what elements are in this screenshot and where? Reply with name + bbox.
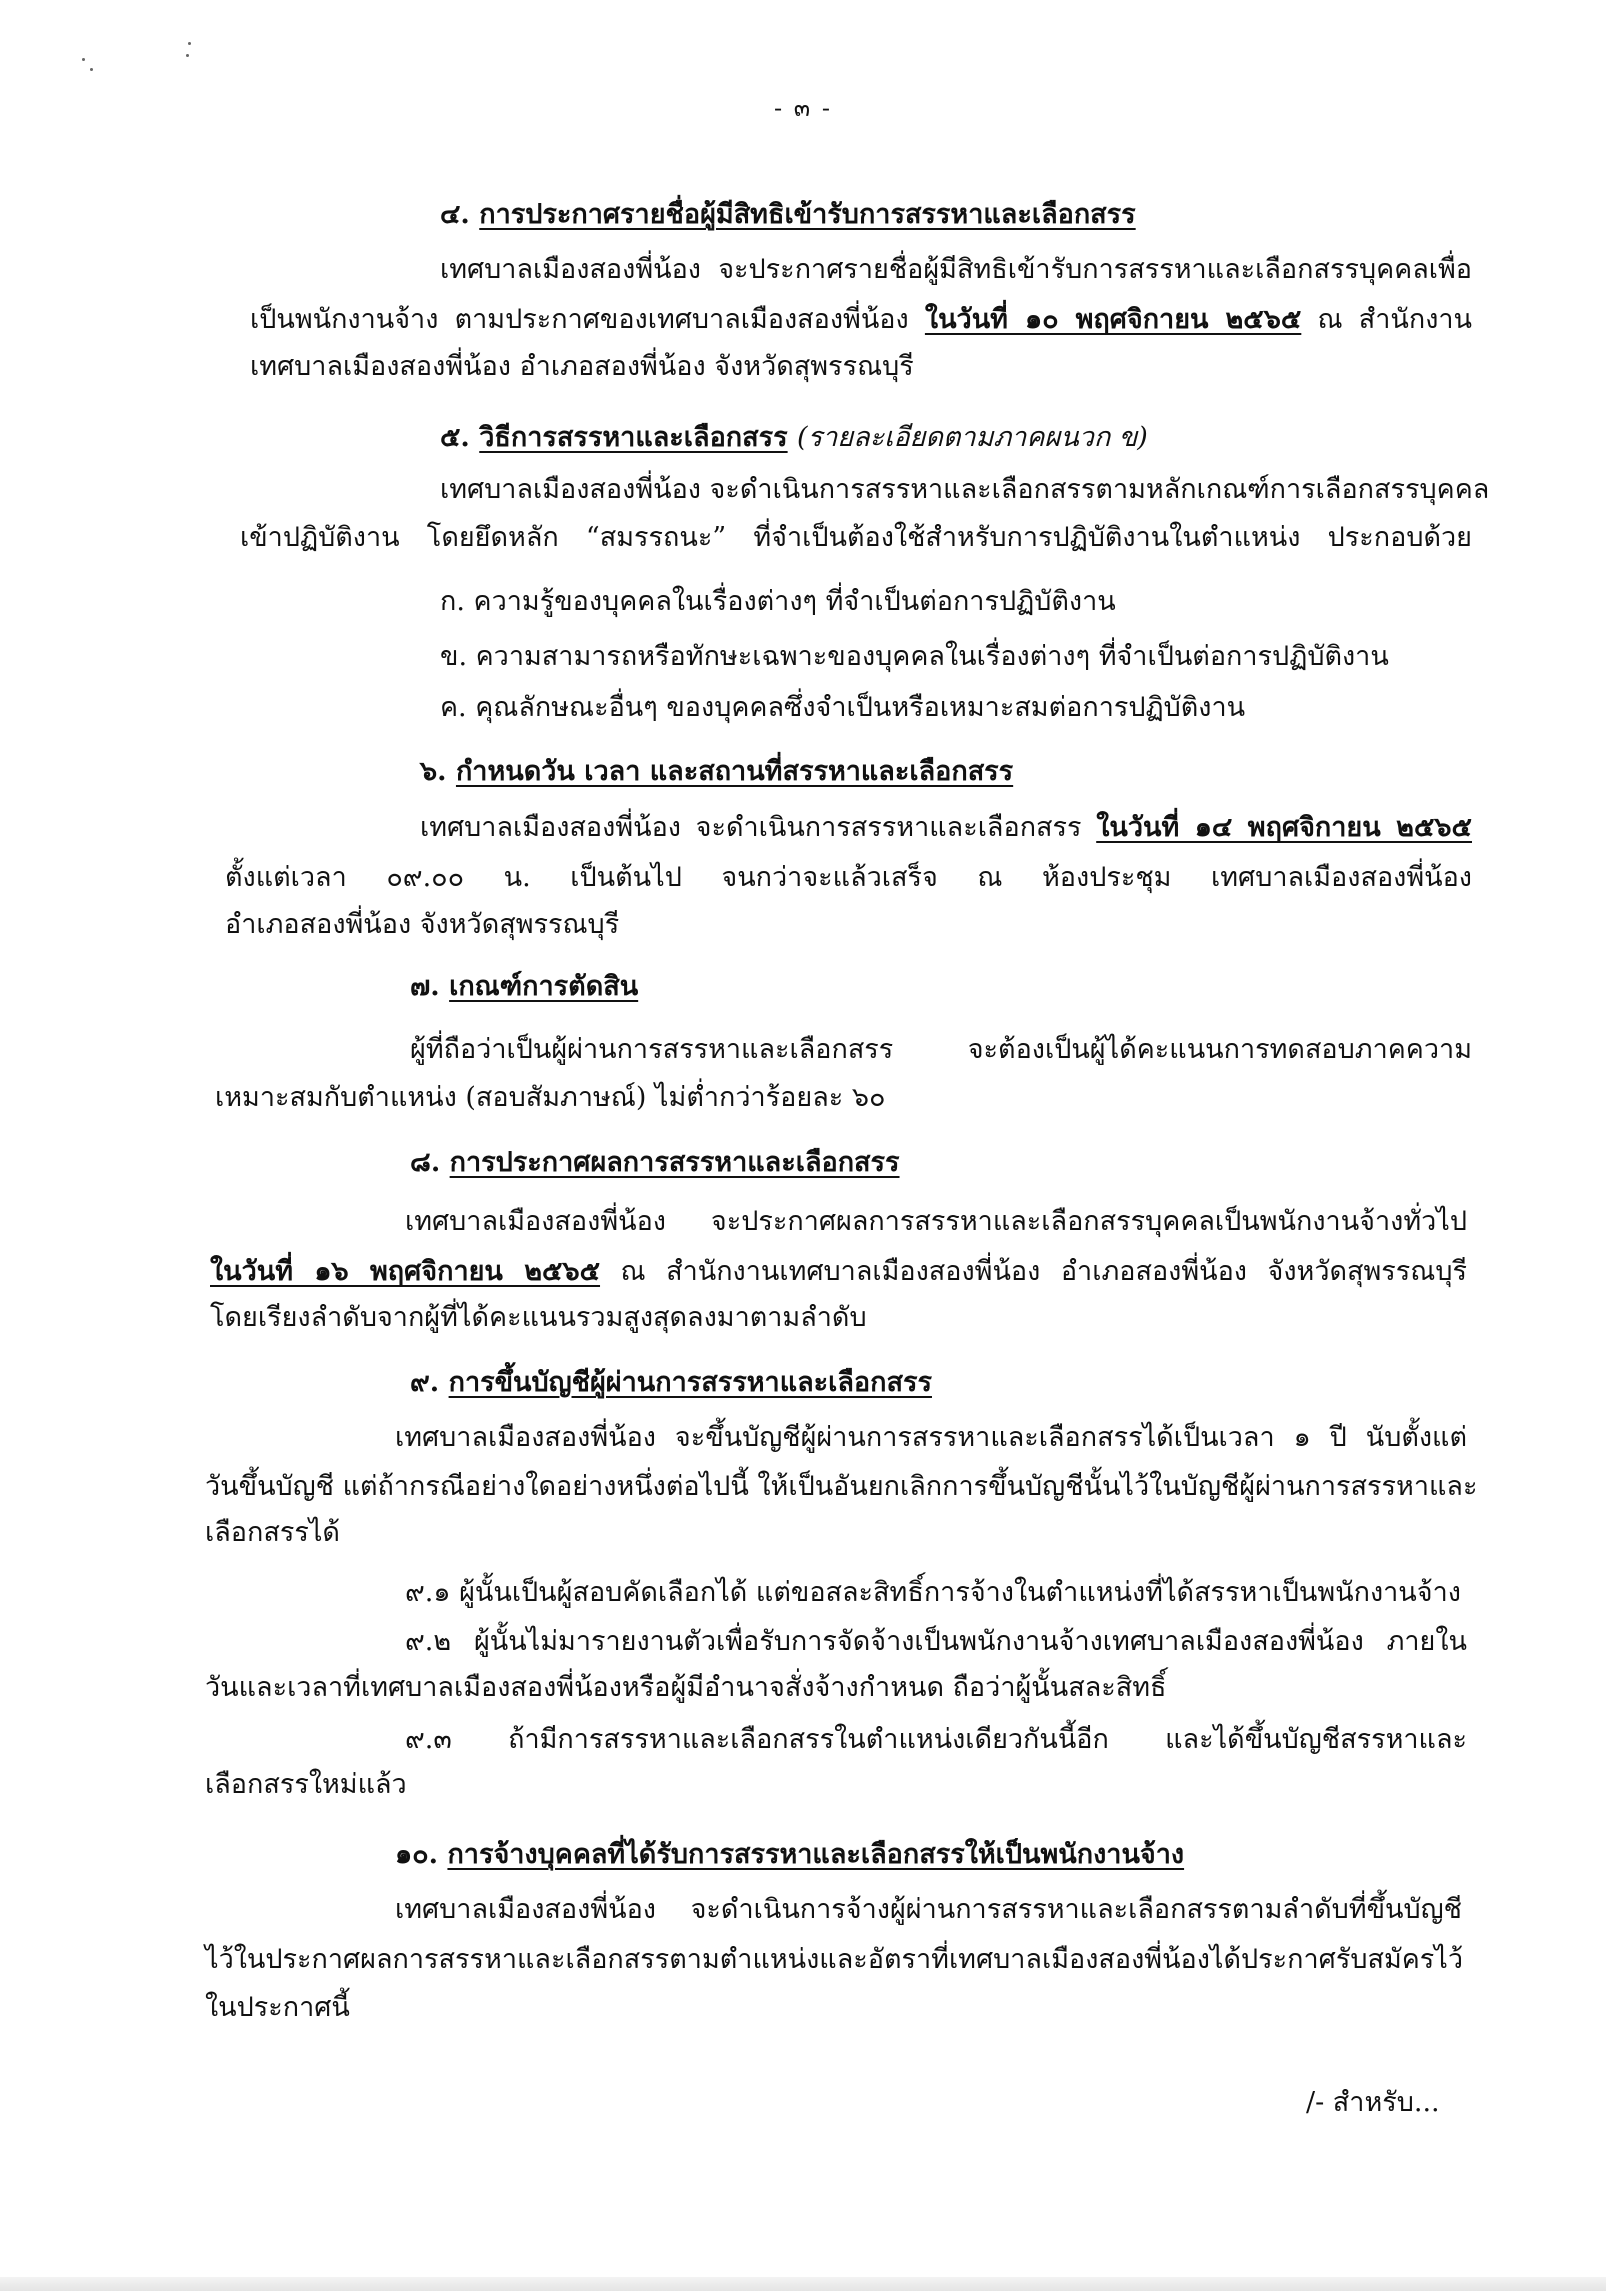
scan-bottom-edge [0, 2277, 1606, 2291]
section-6-line-3: อำเภอสองพี่น้อง จังหวัดสุพรรณบุรี [225, 909, 620, 940]
section-4-line-2 [250, 300, 1472, 340]
section-8-title: การประกาศผลการสรรหาและเลือกสรร [449, 1147, 900, 1178]
section-4-text: เป็นพนักงานจ้าง ตามประกาศของเทศบาลเมืองสองพี่น้อง [250, 304, 909, 335]
section-10-line-1: เทศบาลเมืองสองพี่น้อง จะดำเนินการจ้างผู้ผ่านการสรรหาและเลือกสรรตามลำดับที่ขึ้นบัญชี [395, 1894, 1462, 1925]
page-number: - ๓ - [774, 94, 832, 122]
section-8-number: ๘. [410, 1147, 441, 1178]
section-8-text: ณ สำนักงานเทศบาลเมืองสองพี่น้อง อำเภอสองพี่น้อง จังหวัดสุพรรณบุรี [620, 1256, 1467, 1287]
section-5-number: ๕. [440, 422, 470, 453]
section-9-number: ๙. [410, 1367, 440, 1398]
section-6-title: กำหนดวัน เวลา และสถานที่สรรหาและเลือกสรร [455, 756, 1014, 787]
section-5-item-c: ค. คุณลักษณะอื่นๆ ของบุคคลซึ่งจำเป็นหรือเหมาะสมต่อการปฏิบัติงาน [440, 692, 1246, 723]
section-6-number: ๖. [420, 756, 447, 787]
section-4-heading [440, 195, 1136, 235]
section-9-item-3: ๙.๓ ถ้ามีการสรรหาและเลือกสรรในตำแหน่งเดียวกันนี้อีก และได้ขึ้นบัญชีสรรหาและ [405, 1724, 1467, 1755]
section-4-text-end: ณ สำนักงาน [1317, 304, 1473, 335]
scan-speck [188, 42, 191, 45]
section-9-item-2: ๙.๒ ผู้นั้นไม่มารายงานตัวเพื่อรับการจัดจ้างเป็นพนักงานจ้างเทศบาลเมืองสองพี่น้อง ภายใน [405, 1626, 1467, 1657]
section-5-line-1: เทศบาลเมืองสองพี่น้อง จะดำเนินการสรรหาและเลือกสรรตามหลักเกณฑ์การเลือกสรรบุคคล [440, 474, 1490, 505]
section-10-title: การจ้างบุคคลที่ได้รับการสรรหาและเลือกสรรให้เป็นพนักงานจ้าง [447, 1839, 1185, 1870]
section-9-line-1: เทศบาลเมืองสองพี่น้อง จะขึ้นบัญชีผู้ผ่านการสรรหาและเลือกสรรได้เป็นเวลา ๑ ปี นับตั้งแต่ [395, 1422, 1467, 1453]
section-6-line-2: ตั้งแต่เวลา ๐๙.๐๐ น. เป็นต้นไป จนกว่าจะแล้วเสร็จ ณ ห้องประชุม เทศบาลเมืองสองพี่น้อง [225, 862, 1472, 893]
section-10-number: ๑๐. [395, 1839, 439, 1870]
section-7-line-1: ผู้ที่ถือว่าเป็นผู้ผ่านการสรรหาและเลือกสรร จะต้องเป็นผู้ได้คะแนนการทดสอบภาคความ [410, 1034, 1472, 1065]
section-6-date: ในวันที่ ๑๔ พฤศจิกายน ๒๕๖๕ [1096, 812, 1472, 843]
section-5-title: วิธีการสรรหาและเลือกสรร [479, 422, 788, 453]
section-9-item-3-cont: เลือกสรรใหม่แล้ว [205, 1769, 407, 1800]
section-9-item-1: ๙.๑ ผู้นั้นเป็นผู้สอบคัดเลือกได้ แต่ขอสละสิทธิ์การจ้างในตำแหน่งที่ได้สรรหาเป็นพนักงานจ้าง [405, 1577, 1461, 1608]
section-4-number: ๔. [440, 199, 470, 230]
section-5-line-2: เข้าปฏิบัติงาน โดยยึดหลัก “สมรรถนะ” ที่จำเป็นต้องใช้สำหรับการปฏิบัติงานในตำแหน่ง ประกอบด้วย [240, 522, 1472, 553]
section-6-heading [420, 752, 1013, 792]
section-9-line-2: วันขึ้นบัญชี แต่ถ้ากรณีอย่างใดอย่างหนึ่งต่อไปนี้ ให้เป็นอันยกเลิกการขึ้นบัญชีนั้นไว้ในบัญชีผู้ผ่านการสรรหาและ [205, 1471, 1478, 1502]
section-5-heading [440, 418, 1148, 458]
scan-speck [90, 68, 93, 71]
section-8-line-1: เทศบาลเมืองสองพี่น้อง จะประกาศผลการสรรหาและเลือกสรรบุคคลเป็นพนักงานจ้างทั่วไป [405, 1206, 1467, 1237]
section-8-line-2 [210, 1252, 1467, 1292]
section-9-item-2-cont: วันและเวลาที่เทศบาลเมืองสองพี่น้องหรือผู้มีอำนาจสั่งจ้างกำหนด ถือว่าผู้นั้นสละสิทธิ์ [205, 1672, 1167, 1703]
section-4-line-1: เทศบาลเมืองสองพี่น้อง จะประกาศรายชื่อผู้มีสิทธิเข้ารับการสรรหาและเลือกสรรบุคคลเพื่อ [440, 254, 1472, 285]
section-8-heading [410, 1143, 900, 1183]
scan-speck [82, 58, 85, 61]
section-10-heading [395, 1835, 1184, 1875]
section-4-date: ในวันที่ ๑๐ พฤศจิกายน ๒๕๖๕ [924, 304, 1302, 335]
section-5-item-b: ข. ความสามารถหรือทักษะเฉพาะของบุคคลในเรื่องต่างๆ ที่จำเป็นต่อการปฏิบัติงาน [440, 641, 1389, 672]
section-7-heading [410, 967, 638, 1007]
section-8-date: ในวันที่ ๑๖ พฤศจิกายน ๒๕๖๕ [210, 1256, 601, 1287]
section-4-line-3: เทศบาลเมืองสองพี่น้อง อำเภอสองพี่น้อง จังหวัดสุพรรณบุรี [250, 351, 914, 382]
section-5-note: (รายละเอียดตามภาคผนวก ข) [797, 422, 1148, 453]
section-10-line-3: ในประกาศนี้ [205, 1992, 350, 2023]
section-6-text: เทศบาลเมืองสองพี่น้อง จะดำเนินการสรรหาและเลือกสรร [420, 812, 1082, 843]
section-9-line-3: เลือกสรรได้ [205, 1517, 340, 1548]
section-5-item-a: ก. ความรู้ของบุคคลในเรื่องต่างๆ ที่จำเป็นต่อการปฏิบัติงาน [440, 586, 1116, 617]
section-8-line-3: โดยเรียงลำดับจากผู้ที่ได้คะแนนรวมสูงสุดลงมาตามลำดับ [210, 1302, 867, 1333]
continuation-note: /- สำหรับ... [1306, 2087, 1440, 2118]
section-7-title: เกณฑ์การตัดสิน [449, 971, 639, 1002]
section-9-title: การขึ้นบัญชีผู้ผ่านการสรรหาและเลือกสรร [448, 1367, 932, 1398]
section-6-line-1 [420, 808, 1472, 848]
scan-speck [186, 54, 189, 57]
section-7-line-2: เหมาะสมกับตำแหน่ง (สอบสัมภาษณ์) ไม่ต่ำกว่าร้อยละ ๖๐ [215, 1082, 886, 1113]
section-7-number: ๗. [410, 971, 440, 1002]
section-4-title: การประกาศรายชื่อผู้มีสิทธิเข้ารับการสรรหาและเลือกสรร [479, 199, 1136, 230]
section-9-heading [410, 1363, 932, 1403]
section-10-line-2: ไว้ในประกาศผลการสรรหาและเลือกสรรตามตำแหน่งและอัตราที่เทศบาลเมืองสองพี่น้องได้ประกาศรับสมัครไว้ [205, 1944, 1464, 1975]
